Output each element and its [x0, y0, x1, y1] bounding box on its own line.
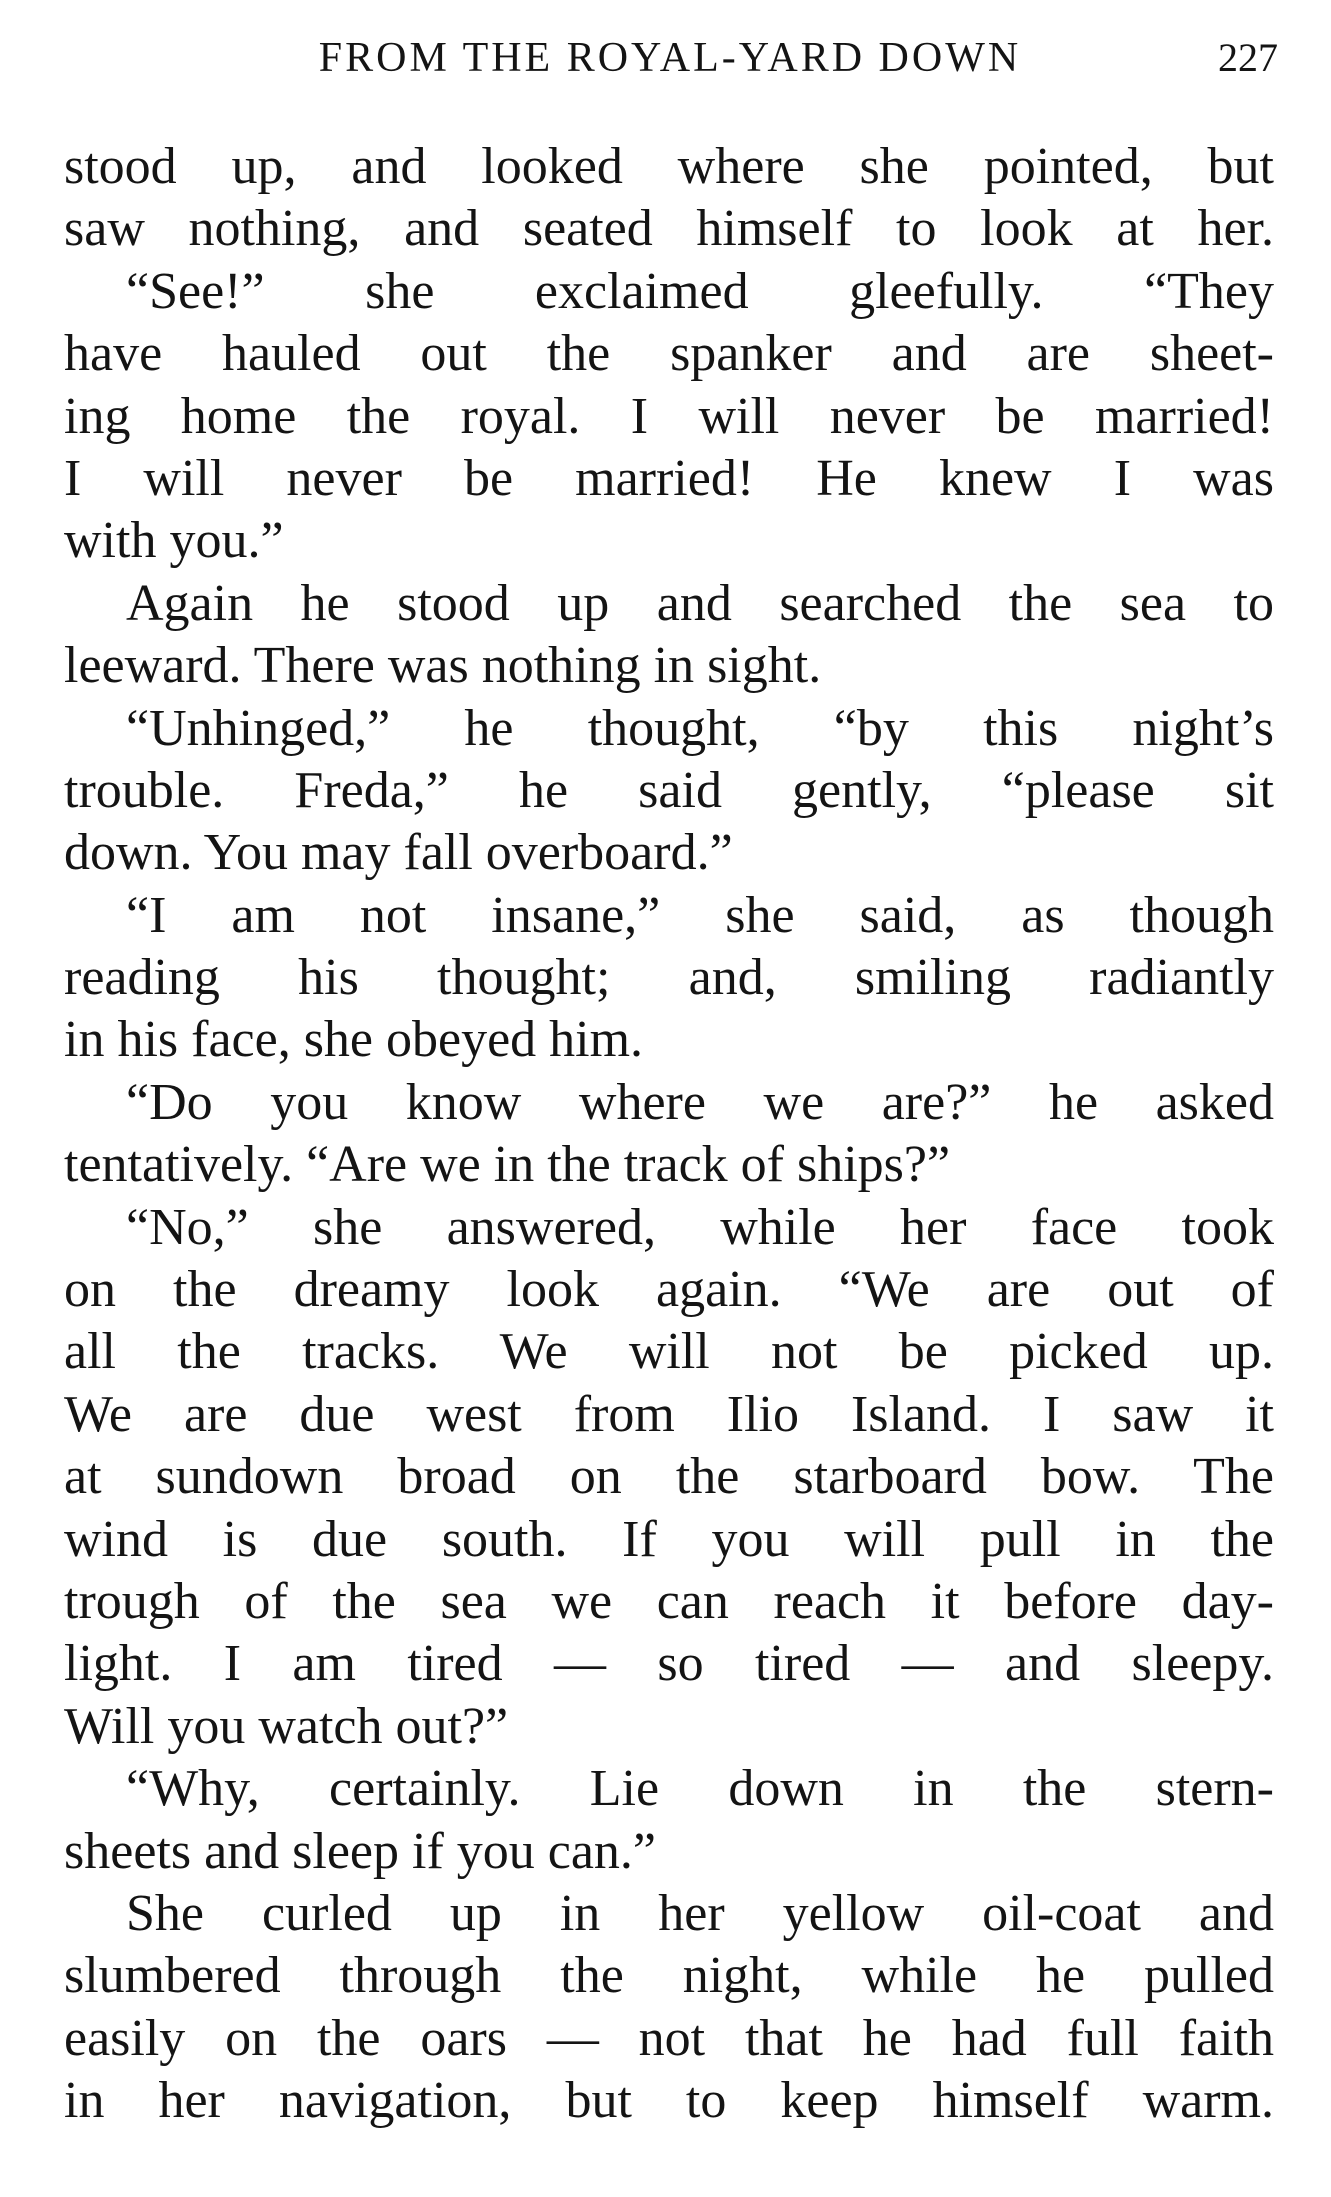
running-title: FROM THE ROYAL-YARD DOWN [318, 35, 1022, 81]
text-line: She curled up in her yellow oil-coat and [126, 1884, 1274, 1942]
text-line: slumbered through the night, while he pulled [64, 1947, 1274, 2005]
text-line: I will never be married! He knew I was [64, 449, 1274, 507]
text-line: tentatively. “Are we in the track of ships?” [64, 1136, 951, 1194]
text-line: light. I am tired — so tired — and sleepy. [64, 1635, 1274, 1693]
text-line: ing home the royal. I will never be married! [64, 387, 1274, 445]
text-line: leeward. There was nothing in sight. [64, 637, 822, 695]
text-line: Again he stood up and searched the sea to [126, 574, 1274, 632]
text-line: down. You may fall overboard.” [64, 824, 733, 882]
text-line: saw nothing, and seated himself to look at her. [64, 200, 1274, 258]
text-line: We are due west from Ilio Island. I saw it [64, 1385, 1274, 1443]
text-line: “No,” she answered, while her face took [126, 1198, 1274, 1256]
text-line: in his face, she obeyed him. [64, 1011, 644, 1069]
running-head [62, 28, 1278, 88]
text-line: at sundown broad on the starboard bow. The [64, 1448, 1274, 1506]
text-line: “Unhinged,” he thought, “by this night’s [126, 699, 1274, 757]
text-line: “See!” she exclaimed gleefully. “They [126, 262, 1274, 320]
text-line: reading his thought; and, smiling radiantly [64, 949, 1274, 1007]
text-line: sheets and sleep if you can.” [64, 1822, 657, 1880]
text-line: in her navigation, but to keep himself warm. [64, 2072, 1274, 2130]
text-line: Will you watch out?” [64, 1697, 509, 1755]
text-line: on the dreamy look again. “We are out of [64, 1261, 1274, 1319]
body-text [64, 136, 1274, 2133]
text-line: “I am not insane,” she said, as though [126, 886, 1274, 944]
text-line: trough of the sea we can reach it before day- [64, 1572, 1274, 1630]
text-line: easily on the oars — not that he had full faith [64, 2009, 1274, 2067]
text-line: “Do you know where we are?” he asked [126, 1073, 1274, 1131]
text-line: “Why, certainly. Lie down in the stern- [126, 1760, 1274, 1818]
text-line: have hauled out the spanker and are sheet- [64, 325, 1274, 383]
text-line: with you.” [64, 512, 284, 570]
text-line: trouble. Freda,” he said gently, “please sit [64, 761, 1274, 819]
text-line: wind is due south. If you will pull in the [64, 1510, 1274, 1568]
text-line: all the tracks. We will not be picked up. [64, 1323, 1274, 1381]
text-line: stood up, and looked where she pointed, but [64, 138, 1274, 195]
page-number: 227 [1218, 35, 1278, 80]
